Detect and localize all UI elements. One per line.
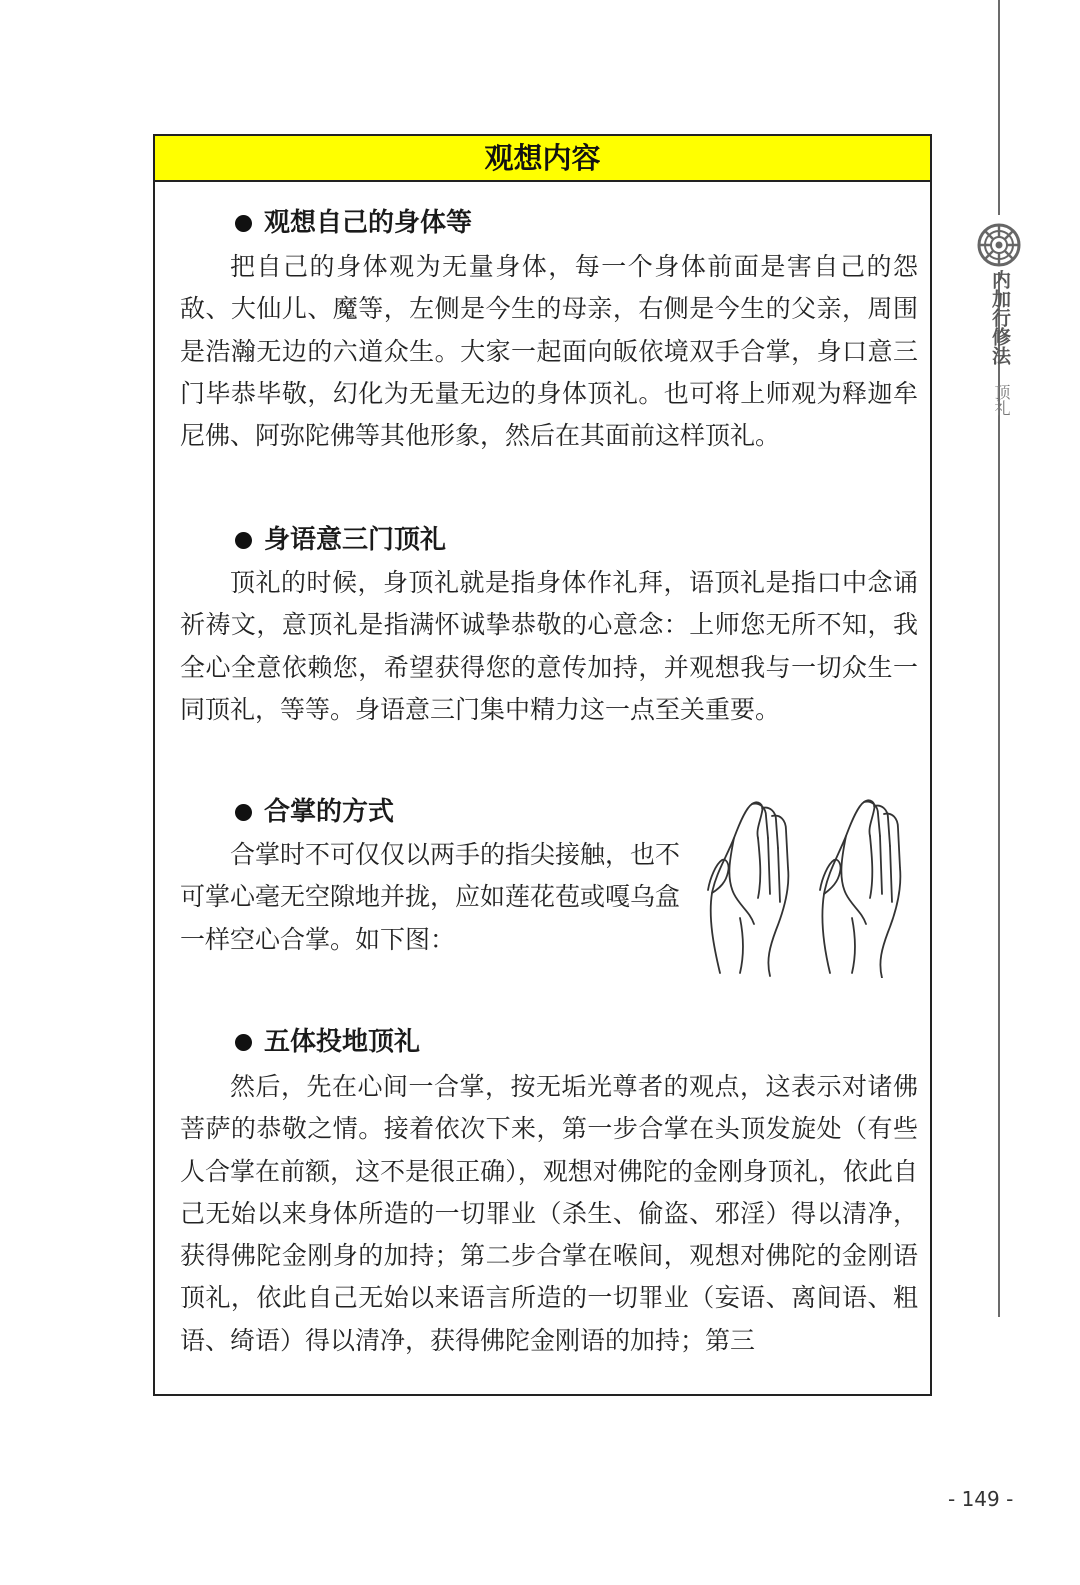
section-heading	[235, 206, 472, 240]
section-heading	[235, 1025, 420, 1059]
sidebar-chapter-title: 内加行修法	[989, 270, 1011, 365]
section-heading-text: 五体投地顶礼	[264, 1027, 421, 1057]
sidebar-section-title: 顶礼	[992, 384, 1011, 416]
section-paragraph: 把自己的身体观为无量身体，每一个身体前面是害自己的怨敌、大仙儿、魔等，左侧是今生的母亲，右侧是今生的父亲，周围是浩瀚无边的六道众生。大家一起面向皈依境双手合掌，身口意三门毕恭毕敬，幻化为无量无边的身体顶礼。也可将上师观为释迦牟尼佛、阿弥陀佛等其他形象，然后在其面前这样顶礼。	[180, 252, 918, 451]
joined-palms-illustration-icon	[700, 798, 920, 978]
section-paragraph: 合掌时不可仅仅以两手的指尖接触，也不可掌心毫无空隙地并拢，应如莲花苞或嘎乌盒一样空心合掌。如下图：	[180, 840, 681, 954]
section-paragraph: 然后，先在心间一合掌，按无垢光尊者的观点，这表示对诸佛菩萨的恭敬之情。接着依次下来，第一步合掌在头顶发旋处（有些人合掌在前额，这不是很正确），观想对佛陀的金刚身顶礼，依此自己无始以来身体所造的一切罪业（杀生、偷盗、邪淫）得以清净，获得佛陀金刚身的加持；第二步合掌在喉间，观想对佛陀的金刚语顶礼，依此自己无始以来语言所造的一切罪业（妄语、离间语、粗语、绮语）得以清净，获得佛陀金刚语的加持；第三	[180, 1072, 918, 1355]
bullet-icon	[235, 215, 252, 232]
bullet-icon	[235, 532, 252, 549]
box-header: 观想内容	[155, 136, 930, 182]
bullet-icon	[235, 1034, 252, 1051]
section-heading-text: 观想自己的身体等	[264, 208, 473, 238]
bullet-icon	[235, 804, 252, 821]
content-box	[153, 134, 932, 1396]
page-number: - 149 -	[948, 1487, 1014, 1511]
dharma-wheel-icon	[976, 222, 1022, 268]
sidebar-rule-bottom	[998, 272, 1000, 1317]
section-heading	[235, 523, 446, 557]
section-heading-text: 身语意三门顶礼	[264, 525, 447, 555]
section-heading	[235, 795, 394, 829]
section-heading-text: 合掌的方式	[264, 797, 395, 827]
sidebar-rule-top	[998, 0, 1000, 215]
section-paragraph: 顶礼的时候，身顶礼就是指身体作礼拜，语顶礼是指口中念诵祈祷文，意顶礼是指满怀诚挚恭敬的心意念：上师您无所不知，我全心全意依赖您，希望获得您的意传加持，并观想我与一切众生一同顶礼，等等。身语意三门集中精力这一点至关重要。	[180, 568, 918, 724]
